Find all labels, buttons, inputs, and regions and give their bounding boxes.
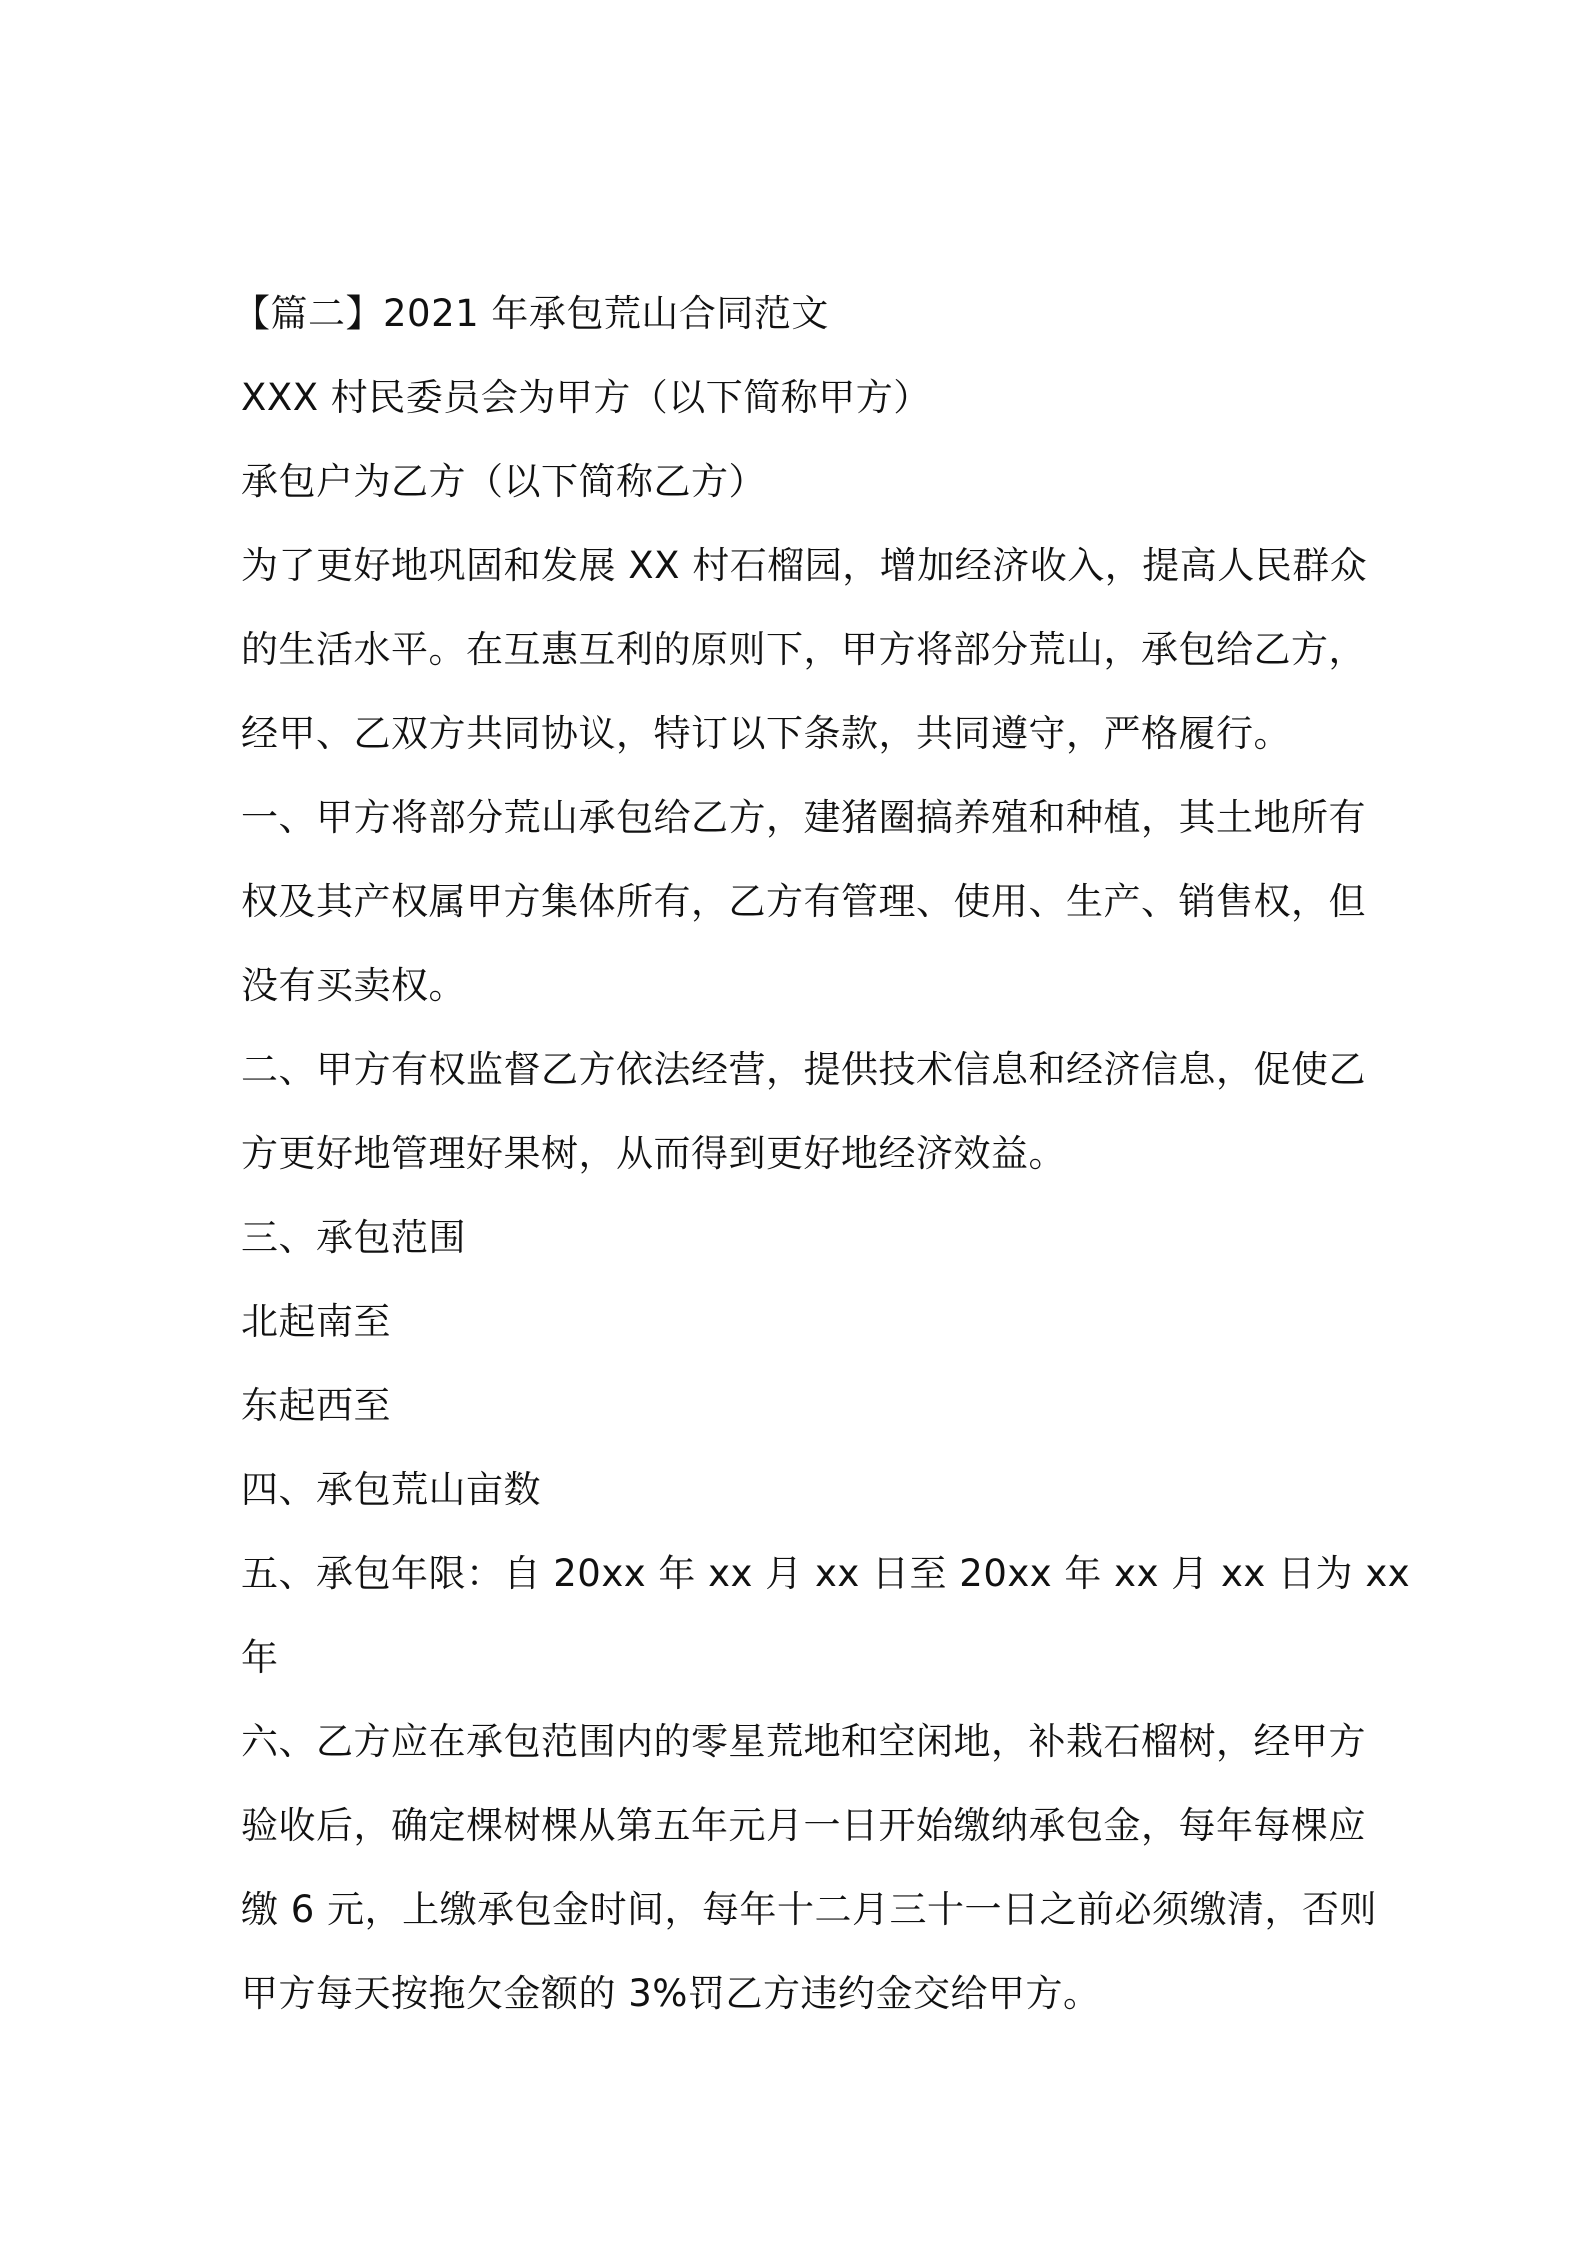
- text-line: 五、承包年限：自 20xx 年 xx 月 xx 日至 20xx 年 xx 月 xx 日为 xx: [241, 1552, 1411, 1595]
- document-body: [233, 272, 1411, 2036]
- text-line: 经甲、乙双方共同协议，特订以下条款，共同遵守，严格履行。: [241, 712, 1291, 755]
- text-line: 为了更好地巩固和发展 XX 村石榴园，增加经济收入，提高人民群众: [241, 544, 1368, 587]
- text-line: 没有买卖权。: [241, 964, 466, 1007]
- text-line: 的生活水平。在互惠互利的原则下，甲方将部分荒山，承包给乙方，: [241, 628, 1366, 671]
- text-line: 二、甲方有权监督乙方依法经营，提供技术信息和经济信息，促使乙: [241, 1048, 1366, 1091]
- text-line: 北起南至: [241, 1300, 391, 1343]
- text-line: 东起西至: [241, 1384, 391, 1427]
- text-line: 甲方每天按拖欠金额的 3%罚乙方违约金交给甲方。: [241, 1972, 1101, 2015]
- text-line: 承包户为乙方（以下简称乙方）: [241, 460, 766, 503]
- text-line: 权及其产权属甲方集体所有，乙方有管理、使用、生产、销售权，但: [241, 880, 1366, 923]
- text-line: 一、甲方将部分荒山承包给乙方，建猪圈搞养殖和种植，其土地所有: [241, 796, 1366, 839]
- text-line: 缴 6 元，上缴承包金时间，每年十二月三十一日之前必须缴清，否则: [241, 1888, 1378, 1931]
- document-title: 【篇二】2021 年承包荒山合同范文: [233, 292, 829, 335]
- text-line: 年: [241, 1636, 279, 1679]
- text-line: 方更好地管理好果树，从而得到更好地经济效益。: [241, 1132, 1066, 1175]
- text-line: 三、承包范围: [241, 1216, 466, 1259]
- text-line: 四、承包荒山亩数: [241, 1468, 541, 1511]
- text-line: 验收后，确定棵树棵从第五年元月一日开始缴纳承包金，每年每棵应: [241, 1804, 1366, 1847]
- text-line: XXX 村民委员会为甲方（以下简称甲方）: [241, 376, 931, 419]
- text-line: 六、乙方应在承包范围内的零星荒地和空闲地，补栽石榴树，经甲方: [241, 1720, 1366, 1763]
